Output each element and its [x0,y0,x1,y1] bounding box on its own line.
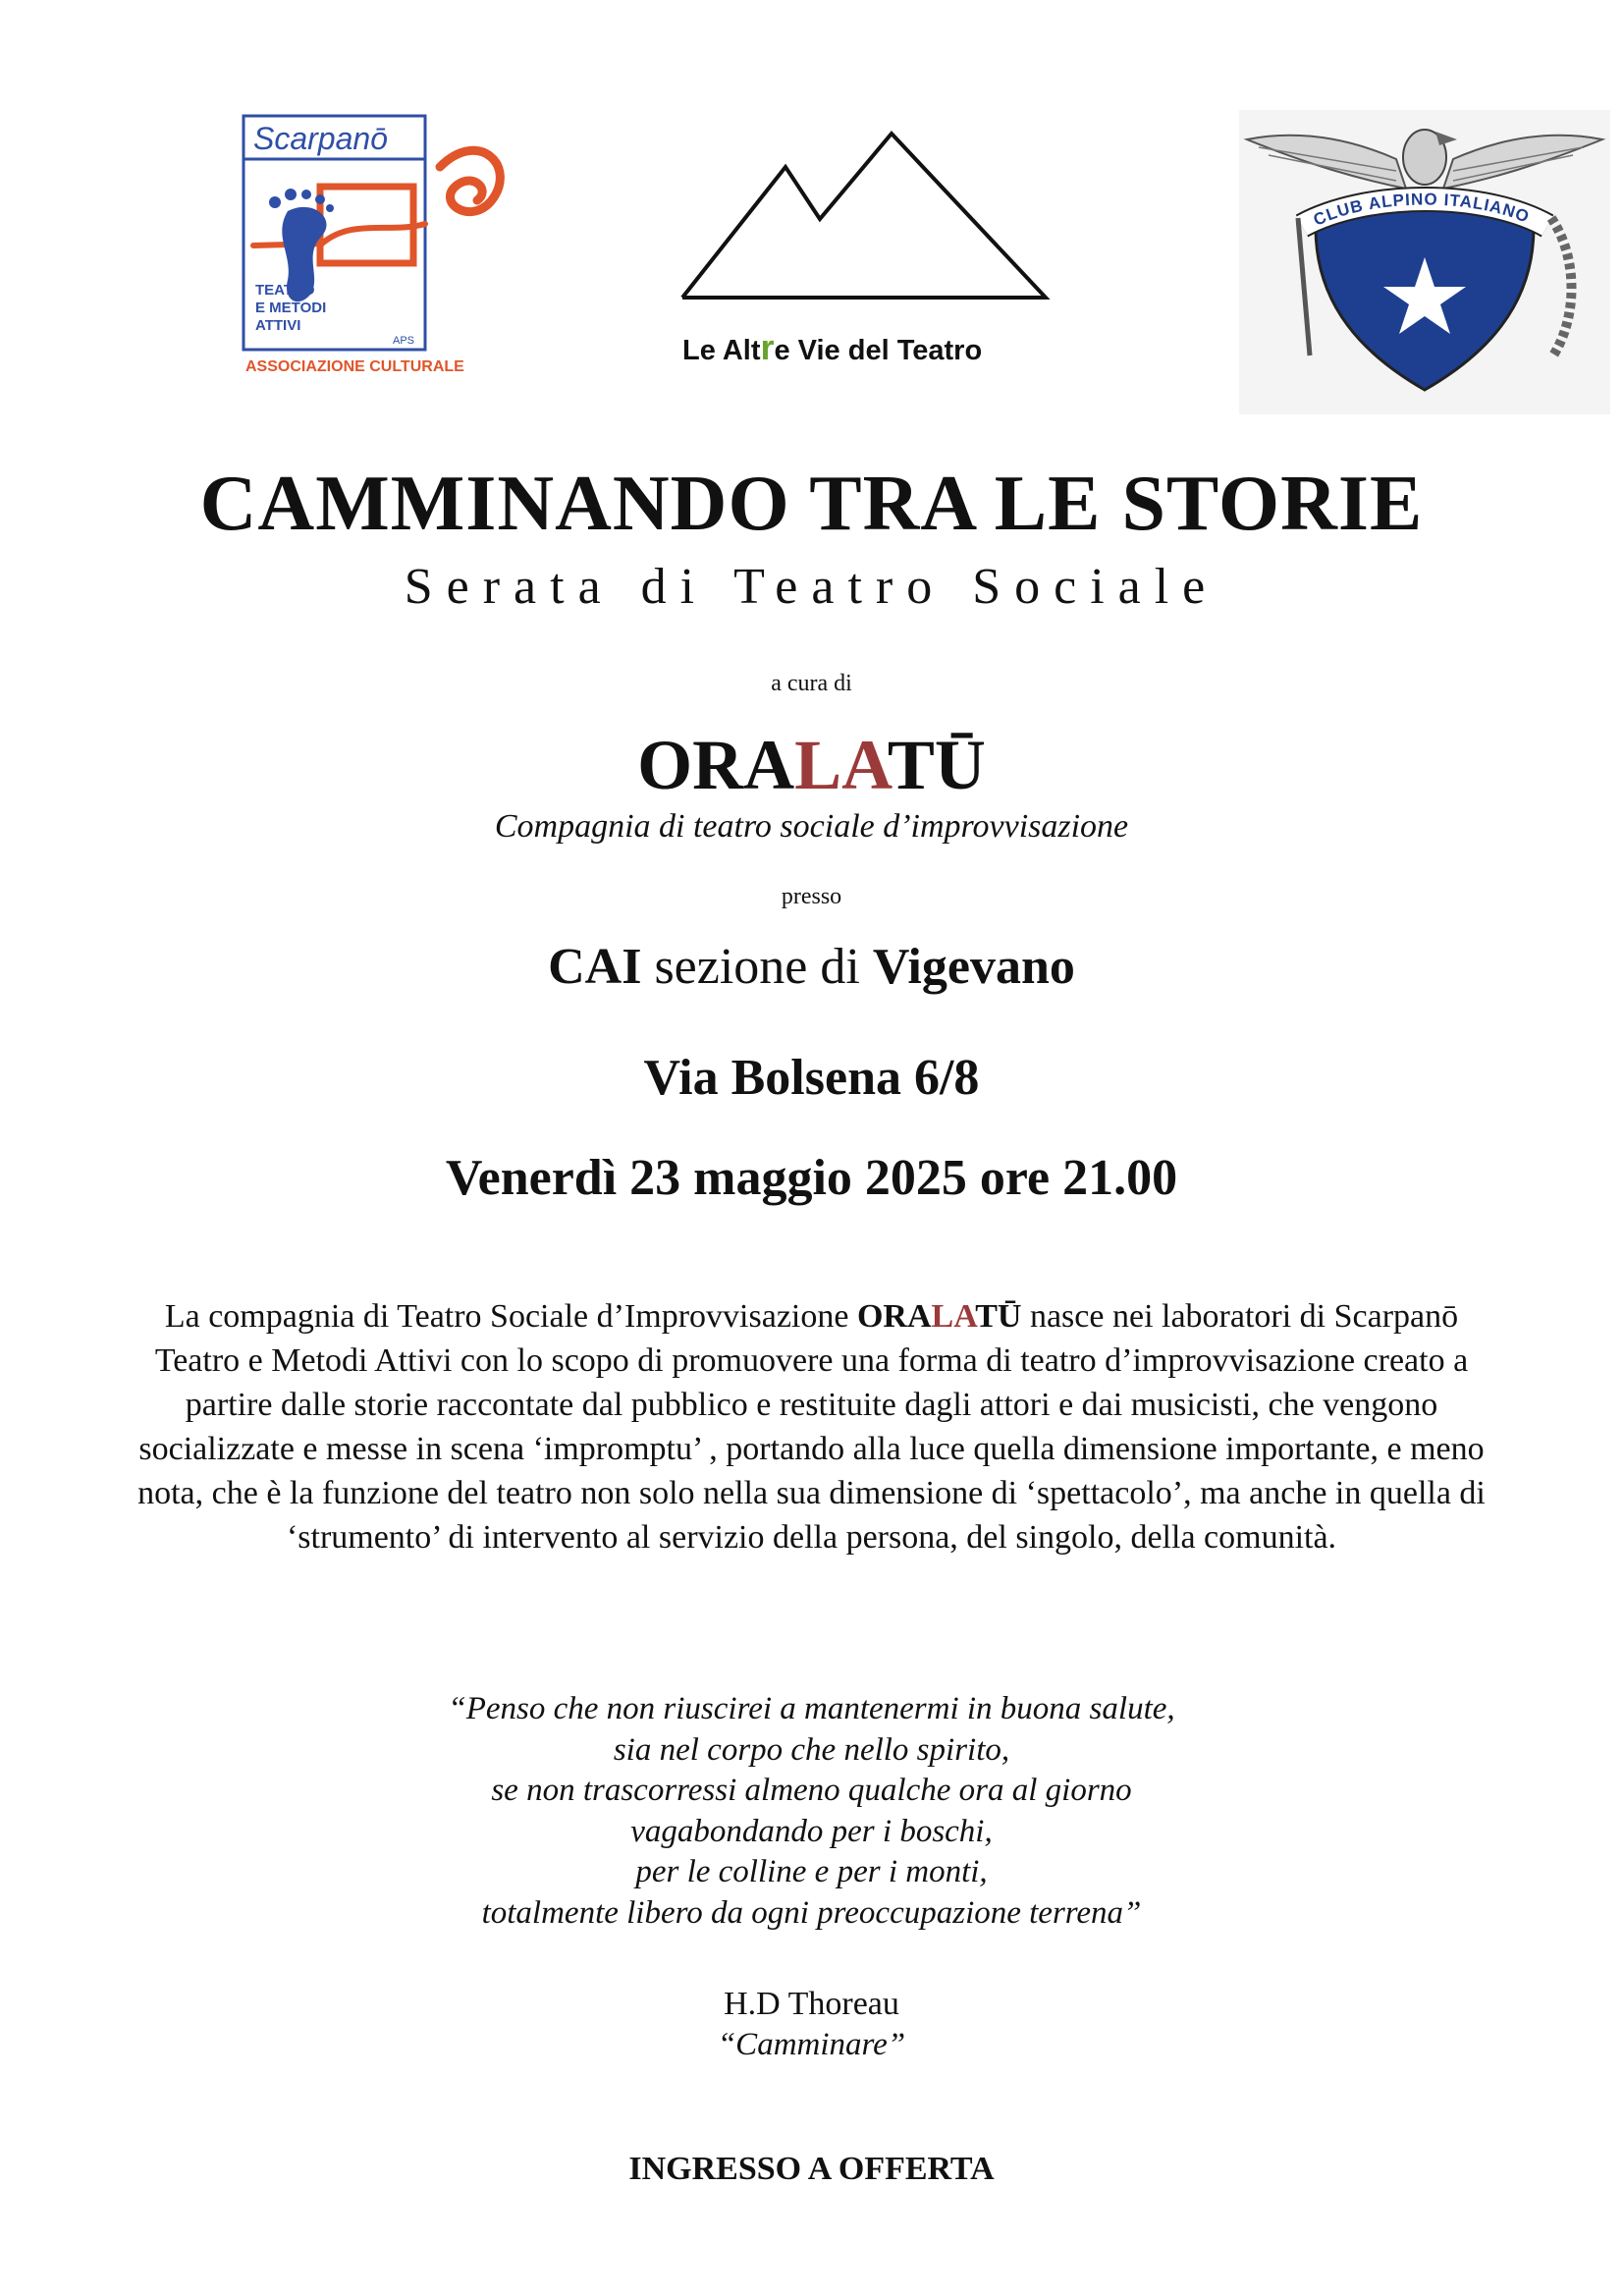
entry-fee-note: INGRESSO A OFFERTA [628,2151,995,2187]
quote-line: sia nel corpo che nello spirito, [613,1731,1010,1768]
cai-ring-text: CLUB ALPINO ITALIANO [1310,190,1533,230]
scarpano-line-1: TEATRO [255,282,315,299]
event-title: CAMMINANDO TRA LE STORIE [199,461,1424,547]
organizer-name [0,725,1623,806]
svg-text:Le Altre Vie del Teatro [682,327,982,367]
event-subtitle: Serata di Teatro Sociale [404,559,1219,615]
quote-work: “Camminare” [717,2027,906,2062]
quote-line: se non trascorressi almeno qualche ora al giorno [491,1773,1132,1808]
quote-line: “Penso che non riuscirei a mantenermi in buona salute, [448,1691,1175,1726]
altre-text-b: e Vie del Teatro [774,335,983,366]
scarpano-line-2: E METODI [255,300,327,316]
description-org-2: LA [931,1298,976,1335]
scarpano-badge: APS [393,335,415,347]
description-org-3: TŪ [975,1298,1022,1335]
mountain-icon [668,126,1060,381]
org-part-2: LA [794,726,888,804]
a-cura-di-label: a cura di [771,671,852,696]
footprint-icon [234,108,520,383]
quote-line: vagabondando per i boschi, [630,1813,993,1849]
presso-label: presso [781,884,842,909]
description-org-1: ORA [856,1298,932,1335]
event-datetime: Venerdì 23 maggio 2025 ore 21.00 [445,1150,1178,1206]
altre-text-accent: r [760,327,775,367]
quote-line: per le colline e per i monti, [635,1854,988,1889]
altre-vie-logo [668,126,1060,381]
venue-address: Via Bolsena 6/8 [643,1050,980,1106]
venue-mid: sezione di [641,939,873,995]
description-intro: La compagnia di Teatro Sociale d’Improvvisazione [164,1298,857,1335]
altre-text-a: Le Alt [682,335,761,366]
scarpano-line-3: ATTIVI [255,317,301,334]
venue-city: Vigevano [872,939,1075,995]
venue-line [0,938,1623,996]
quote-block [0,1689,1623,1934]
scarpano-logo [234,108,520,383]
scarpano-footer: ASSOCIAZIONE CULTURALE [245,358,464,375]
description-rest: nasce nei laboratori di Scarpanō Teatro e Metodi Attivi con lo scopo di promuovere una forma di teatro d’improvvisazione creato a partire dalle storie raccontate dal pubblico e restituite dagli attori e dai musicisti, che vengono socializzate e messe in scena ‘impromptu’ , portando alla luce quella dimensione importante, e meno nota, che è la funzione del teatro non solo nella sua dimensione di ‘spettacolo’, ma anche in quella di ‘strumento’ di intervento al servizio della persona, del singolo, della comunità. [137,1298,1486,1556]
org-part-3: TŪ [887,726,986,804]
scarpano-brand: Scarpanō [253,121,388,156]
description-paragraph [137,1294,1486,1559]
organizer-tagline: Compagnia di teatro sociale d’improvvisazione [494,808,1129,845]
venue-cai: CAI [548,939,642,995]
quote-line: totalmente libero da ogni preoccupazione terrena” [481,1894,1142,1931]
cai-logo [1239,110,1610,414]
quote-author: H.D Thoreau [724,1986,899,2022]
org-part-1: ORA [637,726,795,804]
eagle-shield-icon [1239,110,1610,414]
